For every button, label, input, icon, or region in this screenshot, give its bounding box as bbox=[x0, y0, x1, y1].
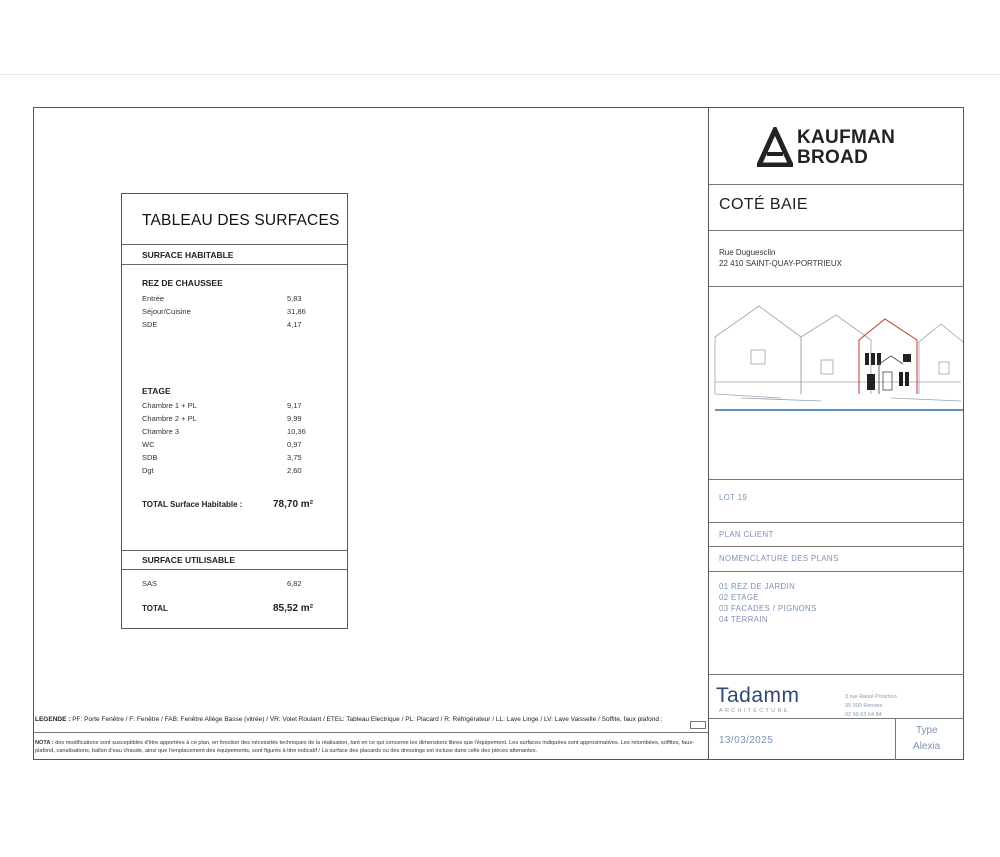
surface-row: SAS 6,82 bbox=[142, 579, 302, 588]
divider bbox=[709, 184, 964, 185]
divider bbox=[122, 569, 347, 570]
type-box bbox=[895, 718, 965, 760]
type-value: Alexia bbox=[913, 741, 941, 752]
divider bbox=[709, 522, 964, 523]
legend: LEGENDE : PF: Porte Fenêtre / F: Fenêtre / FAB: Fenêtre Allège Basse (vitrée) / VR: Volet Roulant / ETEL: Tableau Electrique / PL: Placard / R: Réfrigérateur / LL: Lave Linge / LV: Lave Vaisselle / Soffite, faux plafond : bbox=[35, 716, 663, 723]
address-line-2: 22 410 SAINT-QUAY-PORTRIEUX bbox=[719, 259, 843, 268]
surface-row: SDE 4,17 bbox=[142, 320, 302, 329]
surface-row: WC 0,97 bbox=[142, 440, 302, 449]
surface-row: Séjour/Cuisine 31,86 bbox=[142, 307, 306, 316]
faux-plafond-swatch bbox=[690, 721, 706, 729]
surface-row: Chambre 3 10,36 bbox=[142, 427, 306, 436]
surface-row: Dgt 2,60 bbox=[142, 466, 302, 475]
address-line-1: Rue Duguesclin bbox=[719, 248, 776, 257]
surface-row: SDB 3,75 bbox=[142, 453, 302, 462]
divider bbox=[122, 550, 347, 551]
plan-item: 04 TERRAIN bbox=[719, 615, 768, 624]
divider bbox=[709, 479, 964, 480]
divider bbox=[709, 230, 964, 231]
plan-list bbox=[719, 581, 817, 625]
total-habitable: TOTAL Surface Habitable : 78,70 m² bbox=[142, 499, 314, 510]
divider bbox=[709, 286, 964, 287]
surface-row: Entrée 5,83 bbox=[142, 294, 302, 303]
architect-logo: Tadamm bbox=[716, 684, 800, 707]
divider bbox=[709, 571, 964, 572]
surface-row: Chambre 1 + PL 9,17 bbox=[142, 401, 302, 410]
total-utilisable: TOTAL 85,52 m² bbox=[142, 603, 314, 614]
nomenclature-title: NOMENCLATURE DES PLANS bbox=[719, 554, 839, 563]
divider bbox=[122, 244, 347, 245]
rdc-label: REZ DE CHAUSSEE bbox=[142, 278, 223, 288]
kaufman-broad-logo bbox=[757, 127, 917, 171]
surfaces-title: TABLEAU DES SURFACES bbox=[142, 212, 340, 229]
plan-type: PLAN CLIENT bbox=[719, 530, 774, 539]
logo-wordmark: KAUFMAN BROAD bbox=[797, 127, 896, 168]
plan-item: 01 REZ DE JARDIN bbox=[719, 582, 796, 591]
architect-address: 3 rue Raoul Ponchon 35 000 Rennes 02 99 63 64 84 bbox=[845, 694, 897, 718]
title-block bbox=[708, 107, 964, 760]
type-label: Type bbox=[916, 725, 938, 736]
divider bbox=[122, 264, 347, 265]
scan-line bbox=[0, 74, 1000, 75]
lot-number: LOT 19 bbox=[719, 493, 748, 502]
surfaces-table bbox=[121, 193, 348, 629]
plan-item: 03 FACADES / PIGNONS bbox=[719, 604, 817, 613]
habitable-header: SURFACE HABITABLE bbox=[142, 250, 234, 260]
utilisable-header: SURFACE UTILISABLE bbox=[142, 555, 236, 565]
divider bbox=[709, 674, 964, 675]
triangle-logo-icon bbox=[757, 127, 793, 167]
plan-date: 13/03/2025 bbox=[719, 735, 774, 746]
divider bbox=[33, 732, 708, 733]
surface-row: Chambre 2 + PL 9,99 bbox=[142, 414, 302, 423]
architect-subtitle: ARCHITECTURE bbox=[719, 708, 790, 714]
note: NOTA : des modifications sont susceptibles d'être apportées à ce plan, en fonction des nécessités techniques de la réalisation, tant en ce qui concerne les dimensions libres que l'équipement. Les surfaces indiquées sont approximatives. Les retombées, soffites, faux-plafond, canalisations, ballon d'eau chaude, ainsi que l'emplacement des équipements, sont figurés à titre indicatif / La surface des placards ou des dressings est incluse dans celle des pièces attenantes. bbox=[35, 740, 695, 754]
etage-label: ETAGE bbox=[142, 386, 171, 396]
divider bbox=[709, 546, 964, 547]
project-name: COTÉ BAIE bbox=[719, 196, 808, 213]
plan-item: 02 ETAGE bbox=[719, 593, 759, 602]
facade-elevation-image bbox=[711, 302, 963, 422]
